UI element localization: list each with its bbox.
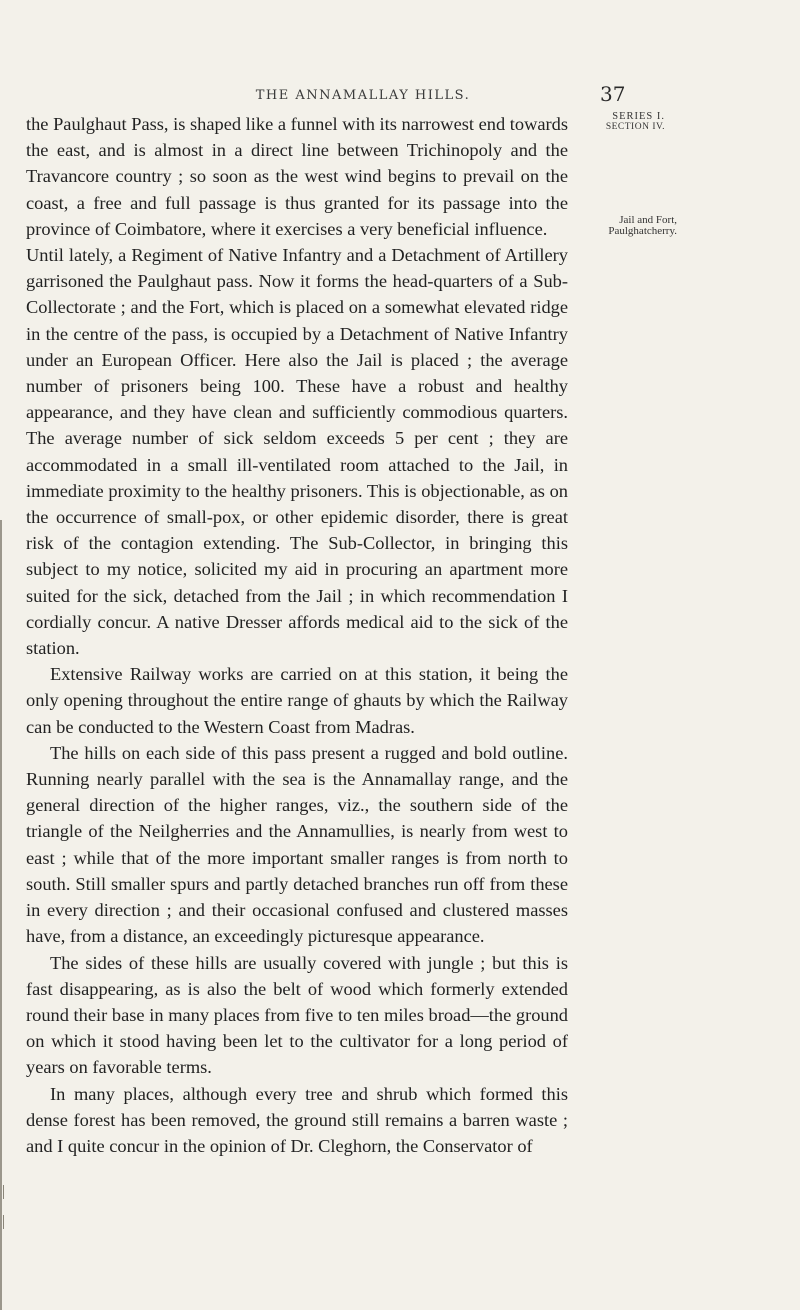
paragraph-2: Until lately, a Regiment of Native Infantry and a Detachment of Artillery garrisoned the Paulghaut pass. Now it forms the head-quarters of a Sub-Collectorate ; and the Fort, which is placed on a somewhat elevated ridge in the centre of the pass, is occupied by a Detachment of Native Infantry under an European Officer. Here also the Jail is placed ; the average number of prisoners being 100. These have a robust and healthy appearance, and they have clean and sufficiently commodious quarters. The average number of sick seldom exceeds 5 per cent ; they are accommodated in a small ill-ventilated room attached to the Jail, in immediate proximity to the healthy prisoners. This is objectionable, as on the occurrence of small-pox, or other epidemic disorder, there is great risk of the contagion extending. The Sub-Collector, in bringing this subject to my notice, solicited my aid in procuring an apartment more suited for the sick, detached from the Jail ; in which recommendation I cordially concur. A native Dresser affords medical aid to the sick of the station. bbox=[26, 245, 568, 659]
running-head bbox=[0, 82, 800, 112]
series-label: SERIES I. bbox=[612, 111, 665, 122]
binding-mark bbox=[3, 1185, 10, 1199]
binding-edge-shadow bbox=[0, 520, 2, 1310]
margin-note-series bbox=[577, 111, 665, 133]
paragraph-4: The hills on each side of this pass present a rugged and bold outline. Running nearly parallel with the sea is the Annamallay range, and the general direction of the higher ranges, viz., the southern side of the triangle of the Neilgherries and the Annamullies, is nearly from west to east ; while that of the more important smaller ranges is from north to south. Still smaller spurs and partly detached branches run off from these in every direction ; and their occasional confused and clustered masses have, from a distance, an exceedingly picturesque appearance. bbox=[26, 742, 568, 947]
paragraph-5: The sides of these hills are usually covered with jungle ; but this is fast disappearing, as is also the belt of wood which formerly extended round their base in many places from five to ten miles broad—the ground on which it stood having been let to the cultivator for a long period of years on favorable terms. bbox=[26, 952, 568, 1078]
paragraph-6: In many places, although every tree and shrub which formed this dense forest has been removed, the ground still remains a barren waste ; and I quite concur in the opinion of Dr. Cleghorn, the Conservator of bbox=[26, 1083, 568, 1156]
running-title: THE ANNAMALLAY HILLS. bbox=[255, 88, 471, 103]
body-text bbox=[26, 111, 568, 1159]
paragraph-3: Extensive Railway works are carried on at this station, it being the only opening throughout the entire range of ghauts by which the Railway can be conducted to the Western Coast from Madras. bbox=[26, 664, 568, 737]
binding-mark bbox=[3, 1215, 10, 1229]
margin-note-jail bbox=[577, 215, 677, 237]
jail-note-line2: Paulghatcherry. bbox=[608, 225, 677, 237]
section-label: SECTION IV. bbox=[605, 122, 665, 132]
page-number: 37 bbox=[600, 82, 626, 106]
paragraph-1: the Paulghaut Pass, is shaped like a funnel with its narrowest end towards the east, and is almost in a direct line between Trichinopoly and the Travancore country ; so soon as the west wind begins to prevail on the coast, a free and full passage is thus granted for its passage into the province of Coimbatore, where it exercises a very beneficial influence. bbox=[26, 114, 568, 239]
jail-note-line1: Jail and Fort, bbox=[619, 214, 677, 226]
